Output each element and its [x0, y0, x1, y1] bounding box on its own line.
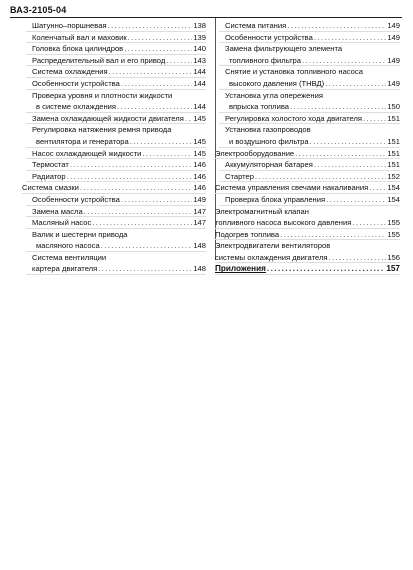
toc-entry: [26, 124, 206, 136]
toc-page-number: 151: [387, 136, 400, 146]
toc-entry-title: картера двигателя: [32, 264, 98, 274]
toc-entry-title: масляного насоса: [36, 241, 100, 251]
toc-entry: [219, 124, 400, 136]
toc-entry-title: Электромагнитный клапан: [215, 206, 309, 216]
toc-leader-dots: [255, 171, 386, 183]
toc-page-number: 146: [193, 183, 206, 193]
toc-entry-title: Особенности устройства: [32, 78, 120, 88]
toc-leader-dots: [98, 263, 192, 275]
toc-entry-title: Радиатор: [32, 171, 66, 181]
toc-entry: [26, 252, 206, 264]
toc-entry: [215, 182, 400, 194]
toc-entry: [26, 55, 206, 67]
toc-entry: [219, 171, 400, 183]
toc-entry: [215, 252, 400, 264]
toc-entry: [219, 136, 400, 148]
toc-page-number: 149: [387, 78, 400, 88]
toc-leader-dots: [185, 113, 193, 125]
toc-left-column: [22, 20, 206, 275]
toc-entry-title: Проверка блока управления: [225, 194, 326, 204]
toc-page-number: 148: [193, 264, 206, 274]
toc-entry: [215, 148, 400, 160]
toc-page-number: 151: [387, 160, 400, 170]
toc-page-number: 154: [387, 183, 400, 193]
toc-page-number: 151: [387, 148, 400, 158]
toc-entry: [26, 20, 206, 32]
toc-entry: [26, 113, 206, 125]
toc-entry: [26, 159, 206, 171]
toc-entry-title: Шатунно–поршневая: [32, 21, 107, 30]
toc-leader-dots: [363, 113, 386, 125]
toc-entry: [26, 32, 206, 44]
header-rule: [10, 17, 402, 18]
toc-entry-title: Замена охлаждающей жидкости двигателя: [32, 113, 184, 123]
toc-page-number: 149: [387, 32, 400, 42]
toc-entry-title: Термостат: [32, 160, 69, 170]
toc-entry-title: топливного насоса высокого давления: [215, 218, 352, 228]
toc-leader-dots: [124, 43, 192, 55]
toc-entry-title: высокого давления (ТНВД): [229, 78, 325, 88]
toc-entry-title: Коленчатый вал и маховик: [32, 32, 127, 42]
toc-page-number: 148: [193, 241, 206, 251]
toc-leader-dots: [84, 206, 193, 218]
toc-page-number: 151: [387, 113, 400, 123]
toc-entry: [215, 206, 400, 218]
toc-leader-dots: [287, 20, 386, 32]
toc-page-number: 157: [386, 264, 400, 274]
toc-entry-title: Головка блока цилиндров: [32, 44, 124, 54]
toc-entry: [215, 240, 400, 252]
toc-entry-title: и воздушного фильтра: [229, 136, 309, 146]
toc-entry-title: Распределительный вал и его привод: [32, 55, 166, 65]
toc-leader-dots: [267, 263, 385, 275]
toc-leader-dots: [101, 240, 193, 252]
toc-entry-title: Система управления свечами накаливания: [215, 183, 369, 193]
toc-leader-dots: [369, 182, 386, 194]
toc-entry-title: в системе охлаждения: [36, 102, 117, 112]
toc-entry-title: Электродвигатели вентиляторов: [215, 241, 331, 251]
toc-page-number: 145: [193, 148, 206, 158]
toc-entry-title: Масляный насос: [32, 218, 92, 228]
toc-entry-title: Проверка уровня и плотности жидкости: [32, 90, 173, 100]
toc-page-number: 156: [387, 252, 400, 262]
toc-entry-title: Регулировка холостого хода двигателя: [225, 113, 362, 123]
toc-entry-title: Стартер: [225, 171, 254, 181]
toc-entry-title: впрыска топлива: [229, 102, 290, 112]
toc-leader-dots: [166, 55, 192, 67]
toc-entry: [22, 182, 206, 194]
toc-entry: [219, 194, 400, 206]
toc-leader-dots: [314, 159, 386, 171]
toc-page-number: 155: [387, 218, 400, 228]
toc-entry: [26, 101, 206, 113]
toc-leader-dots: [142, 148, 192, 160]
toc-entry-title: Особенности устройства: [225, 32, 313, 42]
toc-entry-title: топливного фильтра: [229, 55, 301, 65]
toc-leader-dots: [326, 194, 386, 206]
toc-entry: [26, 229, 206, 241]
toc-page-number: 143: [193, 55, 206, 65]
toc-right-column: [215, 20, 400, 275]
toc-leader-dots: [117, 101, 192, 113]
toc-page-number: 147: [193, 206, 206, 216]
toc-page-number: 149: [193, 194, 206, 204]
toc-page-number: 150: [387, 102, 400, 112]
toc-entry: [26, 148, 206, 160]
toc-entry-title: Установка угла опережения: [225, 90, 323, 100]
toc-entry: [219, 20, 400, 32]
toc-entry: [26, 263, 206, 275]
toc-entry-title: Замена фильтрующего элемента: [225, 44, 343, 54]
toc-entry: [215, 263, 400, 275]
toc-entry: [26, 43, 206, 55]
toc-entry-title: Регулировка натяжения ремня привода: [32, 125, 172, 135]
toc-entry-title: системы охлаждения двигателя: [215, 252, 328, 262]
toc-entry-title: вентилятора и генератора: [36, 136, 129, 146]
toc-entry-title: Аккумуляторная батарея: [225, 160, 313, 170]
toc-entry: [26, 90, 206, 102]
toc-entry: [219, 66, 400, 78]
toc-entry-title: Насос охлаждающей жидкости: [32, 148, 142, 158]
toc-page-number: 155: [387, 229, 400, 239]
toc-leader-dots: [67, 171, 193, 183]
toc-page-number: 146: [193, 160, 206, 170]
toc-entry: [26, 217, 206, 229]
toc-leader-dots: [130, 136, 193, 148]
toc-leader-dots: [108, 20, 193, 32]
toc-entry: [26, 206, 206, 218]
toc-leader-dots: [314, 32, 386, 44]
toc-leader-dots: [280, 229, 386, 241]
toc-leader-dots: [310, 136, 387, 148]
toc-page-number: 154: [387, 194, 400, 204]
toc-leader-dots: [290, 101, 386, 113]
toc-entry-title: Установка газопроводов: [225, 125, 311, 135]
toc-leader-dots: [295, 148, 386, 160]
toc-entry: [219, 43, 400, 55]
toc-page-number: 152: [387, 171, 400, 181]
toc-leader-dots: [92, 217, 192, 229]
toc-entry: [26, 171, 206, 183]
toc-leader-dots: [80, 182, 192, 194]
toc-entry: [26, 194, 206, 206]
toc-entry: [215, 229, 400, 241]
running-header: ВАЗ-2105-04: [10, 5, 67, 15]
toc-leader-dots: [121, 78, 192, 90]
toc-entry-title: Замена масла: [32, 206, 83, 216]
toc-entry: [219, 90, 400, 102]
toc-entry: [219, 101, 400, 113]
toc-page-number: 144: [193, 102, 206, 112]
toc-entry-title: Подогрев топлива: [215, 229, 280, 239]
toc-leader-dots: [109, 66, 193, 78]
toc-page-number: 145: [193, 136, 206, 146]
toc-leader-dots: [325, 78, 386, 90]
toc-page-number: 149: [387, 55, 400, 65]
toc-entry: [219, 55, 400, 67]
toc-page-number: 144: [193, 78, 206, 88]
toc-entry-title: Система смазки: [22, 183, 79, 193]
toc-page-number: 140: [193, 44, 206, 54]
toc-leader-dots: [302, 55, 386, 67]
toc-page-number: 144: [193, 67, 206, 77]
toc-entry-title: Система вентиляции: [32, 252, 107, 262]
toc-entry: [219, 32, 400, 44]
toc-leader-dots: [70, 159, 193, 171]
toc-entry: [215, 217, 400, 229]
toc-entry-title: Система питания: [225, 21, 287, 30]
toc-page-number: 149: [387, 21, 400, 30]
toc-entry: [219, 113, 400, 125]
toc-page-number: 139: [193, 32, 206, 42]
toc-entry: [26, 240, 206, 252]
toc-entry-title: Система охлаждения: [32, 67, 108, 77]
toc-entry-title: Особенности устройства: [32, 194, 120, 204]
toc-entry: [26, 66, 206, 78]
toc-entry: [219, 159, 400, 171]
toc-leader-dots: [352, 217, 386, 229]
toc-entry-title: Приложения: [215, 264, 266, 274]
toc-page-number: 145: [193, 113, 206, 123]
toc-entry-title: Электрооборудование: [215, 148, 295, 158]
toc-page-number: 146: [193, 171, 206, 181]
toc-entry-title: Снятие и установка топливного насоса: [225, 67, 363, 77]
toc-leader-dots: [121, 194, 192, 206]
toc-page-number: 147: [193, 218, 206, 228]
toc-leader-dots: [329, 252, 387, 264]
toc-entry: [26, 78, 206, 90]
toc-leader-dots: [128, 32, 193, 44]
toc-entry-title: Валик и шестерни привода: [32, 229, 128, 239]
toc-page-number: 138: [193, 21, 206, 30]
toc-entry: [219, 78, 400, 90]
toc-entry: [26, 136, 206, 148]
